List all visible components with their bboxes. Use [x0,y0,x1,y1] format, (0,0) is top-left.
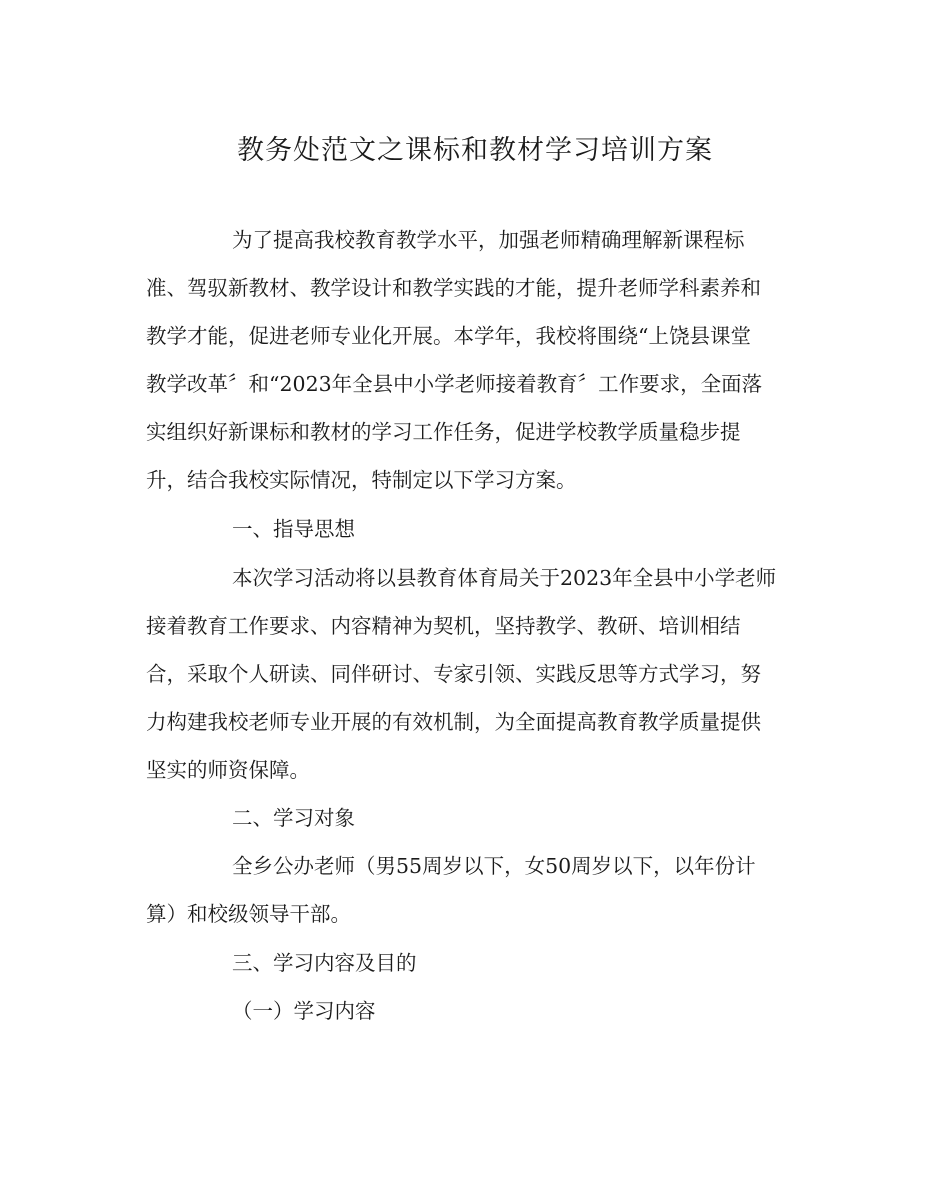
intro-line: 实组织好新课标和教材的学习工作任务，促进学校教学质量稳步提 [146,420,741,444]
section-heading-guiding-thought: 一、指导思想 [232,517,355,541]
section-heading-learning-targets: 二、学习对象 [232,806,355,830]
document-title: 教务处范文之课标和教材学习培训方案 [237,135,713,166]
section1-line: 坚实的师资保障。 [146,758,310,782]
intro-line: 教学改革〞和“2023年全县中小学老师接着教育〞工作要求，全面落 [146,372,763,396]
section2-line: 算）和校级领导干部。 [146,902,351,926]
intro-line: 准、驾驭新教材、教学设计和教学实践的才能，提升老师学科素养和 [146,276,761,300]
subsection-heading-content: （一）学习内容 [232,999,376,1023]
section2-line: 全乡公办老师（男55周岁以下，女50周岁以下，以年份计 [232,854,756,878]
section1-line: 本次学习活动将以县教育体育局关于2023年全县中小学老师 [232,566,777,590]
section-heading-content-and-goals: 三、学习内容及目的 [232,951,417,975]
intro-line: 为了提高我校教育教学水平，加强老师精确理解新课程标 [232,228,745,252]
section1-line: 力构建我校老师专业开展的有效机制，为全面提高教育教学质量提供 [146,710,761,734]
intro-line: 升，结合我校实际情况，特制定以下学习方案。 [146,468,577,492]
section1-line: 接着教育工作要求、内容精神为契机，坚持教学、教研、培训相结 [146,614,741,638]
intro-line: 教学才能，促进老师专业化开展。本学年，我校将围绕“上饶县课堂 [146,324,751,348]
section1-line: 合，采取个人研读、同伴研讨、专家引领、实践反思等方式学习，努 [146,662,761,686]
